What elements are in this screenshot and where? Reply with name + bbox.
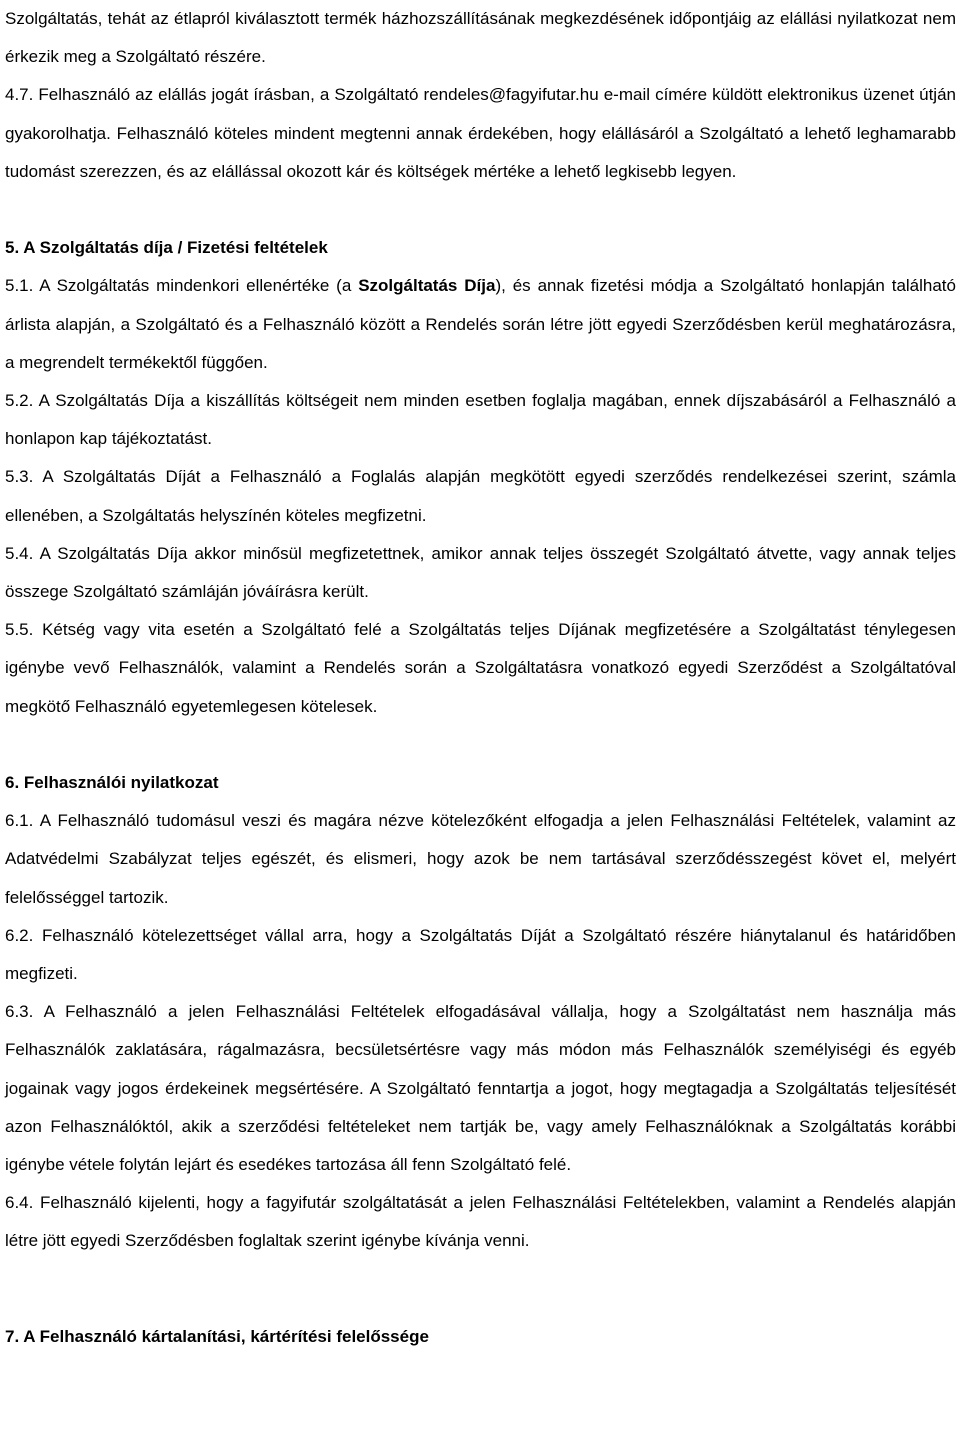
paragraph-5-1 [5, 267, 956, 382]
paragraph-5-3: 5.3. A Szolgáltatás Díját a Felhasználó a Foglalás alapján megkötött egyedi szerződés rendelkezései szerint, számla ellenében, a Szolgáltatás helyszínén köteles megfizetni. [5, 467, 956, 525]
defined-term-szolgaltatas-dija: Szolgáltatás Díja [358, 276, 496, 296]
paragraph-6-1: 6.1. A Felhasználó tudomásul veszi és magára nézve kötelezőként elfogadja a jelen Felhasználási Feltételek, valamint az Adatvédelmi Szabályzat teljes egészét, és elismeri, hogy azok be nem tartásával szerződésszegést követ el, melyért felelősséggel tartozik. [5, 811, 956, 907]
intro-continuation-paragraph: Szolgáltatás, tehát az étlapról kiválasztott termék házhozszállításának megkezdésének időpontjáig az elállási nyilatkozat nem érkezik meg a Szolgáltató részére. [5, 9, 956, 67]
paragraph-spacer [5, 191, 956, 229]
paragraph-5-2: 5.2. A Szolgáltatás Díja a kiszállítás költségeit nem minden esetben foglalja magában, ennek díjszabásáról a Felhasználó a honlapon kap tájékoztatást. [5, 391, 956, 449]
paragraph-spacer [5, 1261, 956, 1318]
paragraph-6-3: 6.3. A Felhasználó a jelen Felhasználási Feltételek elfogadásával vállalja, hogy a Szolgáltatást nem használja más Felhasználók zaklatására, rágalmazásra, becsületsértésre vagy más módon más Felhasználók személyiségi és egyéb jogainak vagy jogos érdekeinek megsértésére. A Szolgáltató fenntartja a jogot, hogy megtagadja a Szolgáltatás teljesítését azon Felhasználóktól, akik a szerződési feltételeket nem tartják be, vagy amely Felhasználóknak a Szolgáltatás korábbi igénybe vétele folytán lejárt és esedékes tartozása áll fenn Szolgáltató felé. [5, 1002, 956, 1175]
paragraph-5-5: 5.5. Kétség vagy vita esetén a Szolgáltató felé a Szolgáltatás teljes Díjának megfizetésére a Szolgáltatást ténylegesen igénybe vevő Felhasználók, valamint a Rendelés során a Szolgáltatásra vonatkozó egyedi Szerződést a Szolgáltatóval megkötő Felhasználó egyetemlegesen kötelesek. [5, 620, 956, 716]
paragraph-4-7: 4.7. Felhasználó az elállás jogát írásban, a Szolgáltató rendeles@fagyifutar.hu e-mail címére küldött elektronikus üzenet útján gyakorolhatja. Felhasználó köteles mindent megtenni annak érdekében, hogy elállásáról a Szolgáltató a lehető leghamarabb tudomást szerezzen, és az elállással okozott kár és költségek mértéke a lehető legkisebb legyen. [5, 85, 956, 181]
paragraph-6-4: 6.4. Felhasználó kijelenti, hogy a fagyifutár szolgáltatását a jelen Felhasználási Feltételekben, valamint a Rendelés alapján létre jött egyedi Szerződésben foglaltak szerint igénybe kívánja venni. [5, 1193, 956, 1251]
section-6-heading: 6. Felhasználói nyilatkozat [5, 773, 219, 793]
paragraph-6-2: 6.2. Felhasználó kötelezettséget vállal arra, hogy a Szolgáltatás Díját a Szolgáltató részére hiánytalanul és határidőben megfizeti. [5, 925, 956, 984]
section-5-heading: 5. A Szolgáltatás díja / Fizetési feltételek [5, 238, 328, 258]
paragraph-spacer [5, 726, 956, 764]
document-page [5, 0, 956, 1356]
paragraph-5-1-text-end: ), és annak fizetési módja a Szolgáltató honlapján található árlista alapján, a Szolgáltató és a Felhasználó között a Rendelés során létre jött egyedi Szerződésben kerül meghatározásra, a megrendelt termékektől függően. [5, 276, 956, 372]
section-7-heading: 7. A Felhasználó kártalanítási, kártérítési felelőssége [5, 1326, 429, 1346]
paragraph-5-4: 5.4. A Szolgáltatás Díja akkor minősül megfizetettnek, amikor annak teljes összegét Szolgáltató átvette, vagy annak teljes összege Szolgáltató számláján jóváírásra került. [5, 543, 956, 602]
paragraph-5-1-text-start: 5.1. A Szolgáltatás mindenkori ellenértéke (a [5, 276, 359, 296]
